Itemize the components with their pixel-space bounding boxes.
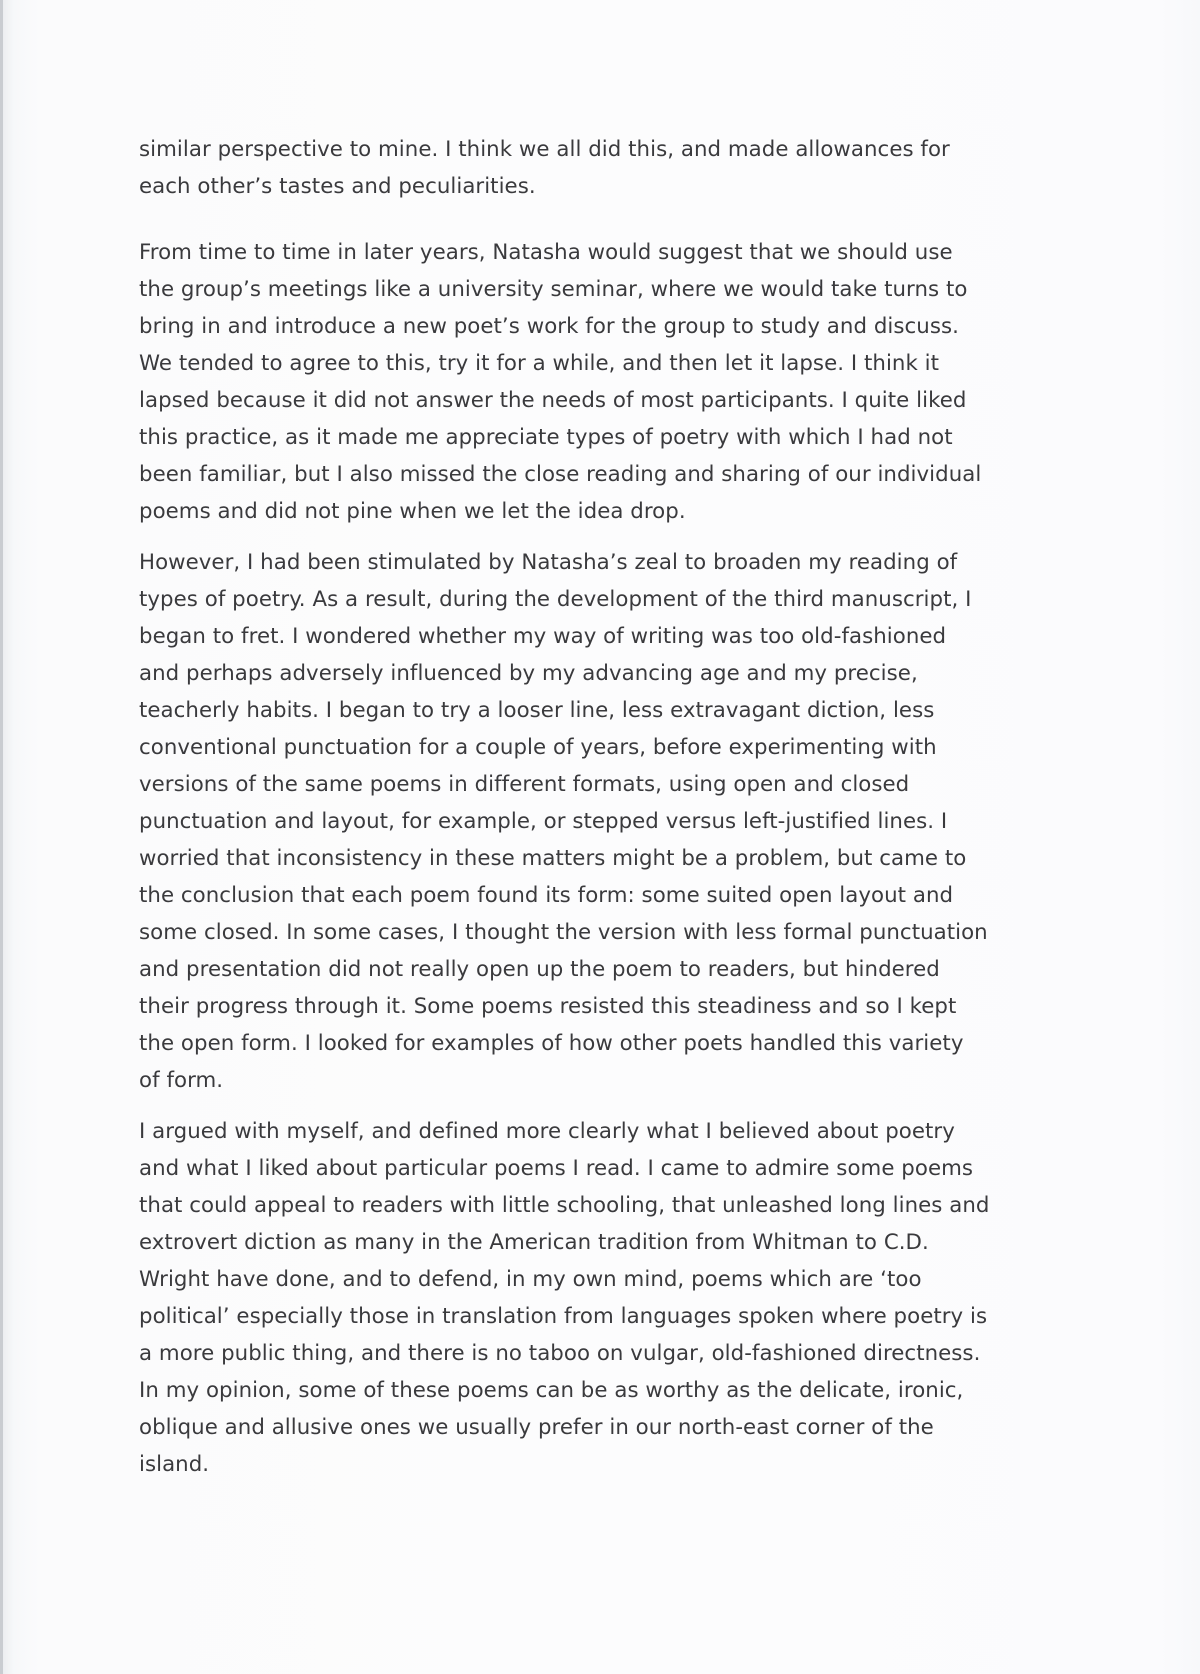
text-line: bring in and introduce a new poet’s work for the group to study and discuss. (139, 314, 959, 339)
text-line: In my opinion, some of these poems can be as worthy as the delicate, ironic, (139, 1378, 964, 1403)
text-line: lapsed because it did not answer the needs of most participants. I quite liked (139, 388, 967, 413)
text-line: island. (139, 1452, 210, 1477)
text-line: political’ especially those in translation from languages spoken where poetry is (139, 1304, 988, 1329)
text-line: worried that inconsistency in these matters might be a problem, but came to (139, 846, 967, 871)
text-line: each other’s tastes and peculiarities. (139, 174, 536, 199)
paragraph-2 (139, 234, 1074, 530)
text-line: versions of the same poems in different formats, using open and closed (139, 772, 910, 797)
text-line: and presentation did not really open up the poem to readers, but hindered (139, 957, 940, 982)
paragraph-4 (139, 1113, 1074, 1483)
text-line: the conclusion that each poem found its form: some suited open layout and (139, 883, 954, 908)
text-line: some closed. In some cases, I thought the version with less formal punctuation (139, 920, 988, 945)
text-line: that could appeal to readers with little schooling, that unleashed long lines and (139, 1193, 990, 1218)
text-line: oblique and allusive ones we usually prefer in our north-east corner of the (139, 1415, 934, 1440)
text-line: been familiar, but I also missed the close reading and sharing of our individual (139, 462, 982, 487)
text-line: began to fret. I wondered whether my way of writing was too old-fashioned (139, 624, 947, 649)
text-line: and what I liked about particular poems I read. I came to admire some poems (139, 1156, 974, 1181)
paragraph-3 (139, 544, 1074, 1099)
text-line: I argued with myself, and defined more clearly what I believed about poetry (139, 1119, 955, 1144)
text-line: From time to time in later years, Natasha would suggest that we should use (139, 240, 953, 265)
body-text (139, 131, 1074, 1483)
text-line: Wright have done, and to defend, in my own mind, poems which are ‘too (139, 1267, 922, 1292)
text-line: poems and did not pine when we let the idea drop. (139, 499, 686, 524)
page-edge-shadow (0, 0, 3, 1674)
text-line: the open form. I looked for examples of how other poets handled this variety (139, 1031, 964, 1056)
text-line: However, I had been stimulated by Natasha’s zeal to broaden my reading of (139, 550, 958, 575)
text-line: We tended to agree to this, try it for a while, and then let it lapse. I think it (139, 351, 940, 376)
text-line: similar perspective to mine. I think we all did this, and made allowances for (139, 137, 950, 162)
text-line: types of poetry. As a result, during the development of the third manuscript, I (139, 587, 972, 612)
text-line: and perhaps adversely influenced by my advancing age and my precise, (139, 661, 918, 686)
text-line: this practice, as it made me appreciate types of poetry with which I had not (139, 425, 953, 450)
text-line: conventional punctuation for a couple of years, before experimenting with (139, 735, 937, 760)
text-line: of form. (139, 1068, 224, 1093)
text-line: extrovert diction as many in the American tradition from Whitman to C.D. (139, 1230, 929, 1255)
text-line: teacherly habits. I began to try a looser line, less extravagant diction, less (139, 698, 935, 723)
paragraph-1 (139, 131, 1074, 205)
text-line: a more public thing, and there is no taboo on vulgar, old-fashioned directness. (139, 1341, 981, 1366)
text-line: their progress through it. Some poems resisted this steadiness and so I kept (139, 994, 957, 1019)
text-line: the group’s meetings like a university seminar, where we would take turns to (139, 277, 968, 302)
text-line: punctuation and layout, for example, or stepped versus left-justified lines. I (139, 809, 948, 834)
